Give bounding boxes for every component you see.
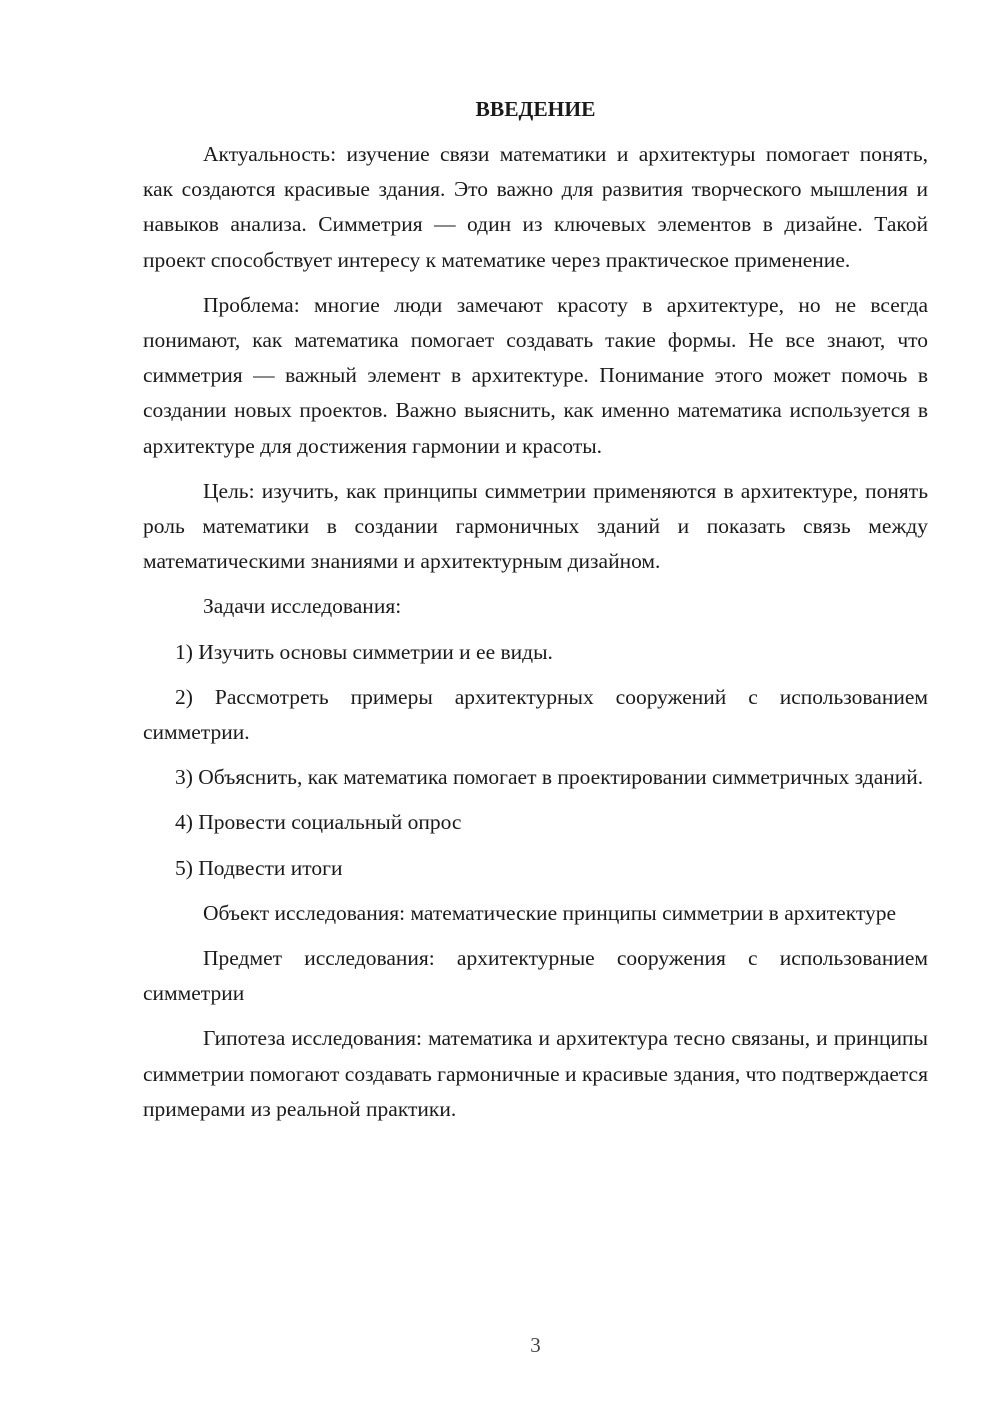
tasks-heading: Задачи исследования: (203, 594, 402, 619)
goal-paragraph: Цель: изучить, как принципы симметрии применяются в архитектуре, понять роль математики в создании гармоничных зданий и показать связь между математическими знаниями и архитектурным дизайном. (143, 478, 928, 574)
task-item-5: 5) Подвести итоги (175, 855, 343, 880)
object-paragraph: Объект исследования: математические принципы симметрии в архитектуре (203, 900, 897, 925)
task-item-1: 1) Изучить основы симметрии и ее виды. (175, 639, 553, 664)
task-item-4: 4) Провести социальный опрос (175, 810, 462, 835)
page-number: 3 (530, 1333, 541, 1357)
task-item-3: 3) Объяснить, как математика помогает в проектировании симметричных зданий. (175, 765, 924, 790)
hypothesis-paragraph: Гипотеза исследования: математика и архитектура тесно связаны, и принципы симметрии помогают создавать гармоничные и красивые здания, что подтверждается примерами из реальной практики. (143, 1026, 928, 1121)
document-page (143, 92, 928, 1137)
problem-paragraph: Проблема: многие люди замечают красоту в архитектуре, но не всегда понимают, как математика помогает создавать такие формы. Не все знают, что симметрия — важный элемент в архитектуре. Понимание этого может помочь в создании новых проектов. Важно выяснить, как именно математика используется в архитектуре для достижения гармонии и красоты. (143, 292, 928, 458)
task-item-2: 2) Рассмотреть примеры архитектурных сооружений с использованием симметрии. (143, 684, 928, 745)
section-title: ВВЕДЕНИЕ (475, 97, 596, 121)
relevance-paragraph: Актуальность: изучение связи математики и архитектуры помогает понять, как создаются красивые здания. Это важно для развития творческого мышления и навыков анализа. Симметрия — один из ключевых элементов в дизайне. Такой проект способствует интересу к математике через практическое применение. (143, 142, 928, 272)
subject-paragraph: Предмет исследования: архитектурные сооружения с использованием симметрии (143, 946, 928, 1006)
